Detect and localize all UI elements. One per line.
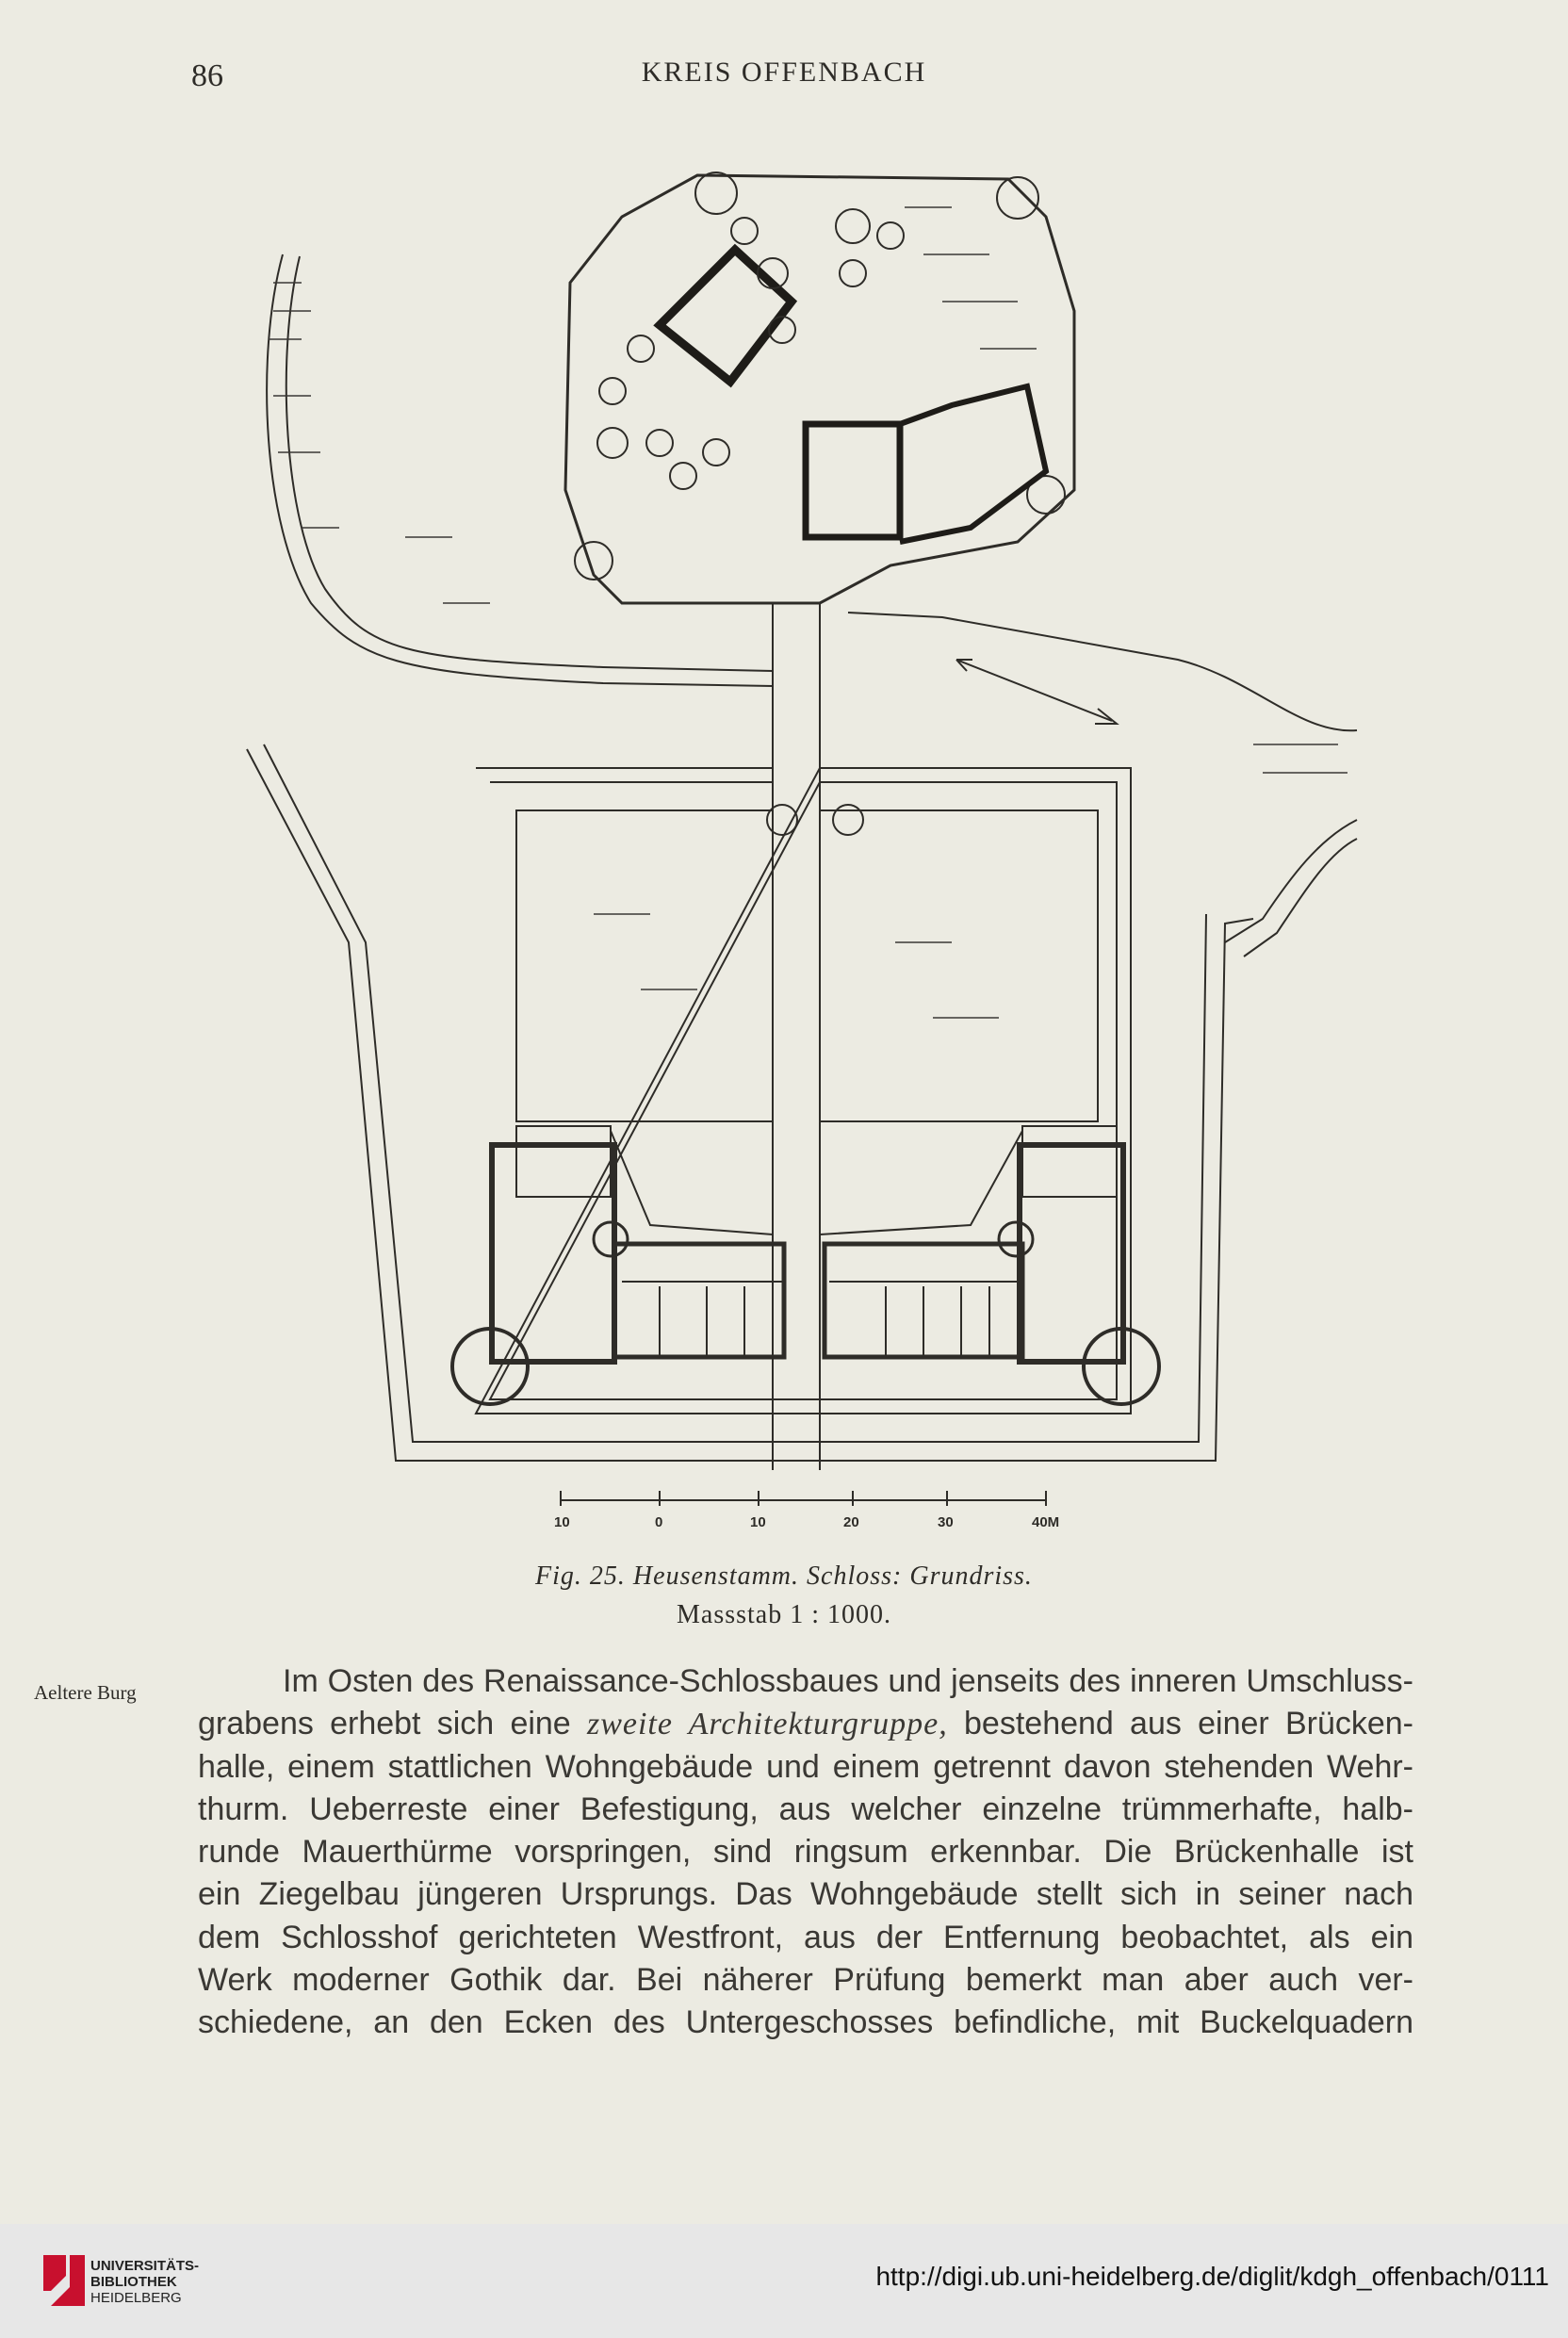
text-line: Im Osten des Renaissance-Schlossbaues und jenseits des inneren Umschluss- xyxy=(283,1663,1413,1699)
library-logo-icon xyxy=(38,2248,90,2313)
scale-label-20: 20 xyxy=(843,1514,859,1530)
text-line: thurm. Ueberreste einer Befestigung, aus welcher einzelne trümmerhafte, halb- xyxy=(198,1790,1413,1827)
text-line: grabens erhebt sich eine zweite Architekturgruppe, bestehend aus einer Brücken- xyxy=(198,1706,1414,1742)
library-name: UNIVERSITÄTS- BIBLIOTHEK HEIDELBERG xyxy=(90,2258,200,2306)
text-line: runde Mauerthürme vorspringen, sind ringsum erkennbar. Die Brückenhalle ist xyxy=(198,1834,1413,1871)
body-text xyxy=(198,1660,1413,2045)
emphasis-text: zweite Architekturgruppe, xyxy=(586,1707,948,1742)
text-line: halle, einem stattlichen Wohngebäude und einem getrennt davon stehenden Wehr- xyxy=(198,1748,1413,1785)
scale-label-10: 10 xyxy=(750,1514,766,1530)
running-title: KREIS OFFENBACH xyxy=(641,57,927,88)
figure-scale-caption: Massstab 1 : 1000. xyxy=(677,1600,891,1629)
figure-caption: Fig. 25. Heusenstamm. Schloss: Grundriss. xyxy=(535,1561,1033,1591)
text-line: ein Ziegelbau jüngeren Ursprungs. Das Wohngebäude stellt sich in seiner nach xyxy=(198,1876,1413,1913)
footer-url-link[interactable]: http://digi.ub.uni-heidelberg.de/diglit/kdgh_offenbach/0111 xyxy=(875,2262,1549,2291)
text-line: Werk moderner Gothik dar. Bei näherer Prüfung bemerkt man aber auch ver- xyxy=(198,1962,1413,1999)
scale-label-10-left: 10 xyxy=(554,1514,570,1530)
scale-label-30: 30 xyxy=(938,1514,954,1530)
scale-label-0: 0 xyxy=(655,1514,663,1530)
margin-note: Aeltere Burg xyxy=(34,1681,137,1704)
page-number: 86 xyxy=(191,58,223,93)
scale-label-40m: 40M xyxy=(1032,1514,1060,1530)
text-line: dem Schlosshof gerichteten Westfront, aus der Entfernung beobachtet, als ein xyxy=(198,1919,1413,1955)
text-line: schiedene, an den Ecken des Untergeschosses befindliche, mit Buckelquadern xyxy=(198,2004,1413,2041)
